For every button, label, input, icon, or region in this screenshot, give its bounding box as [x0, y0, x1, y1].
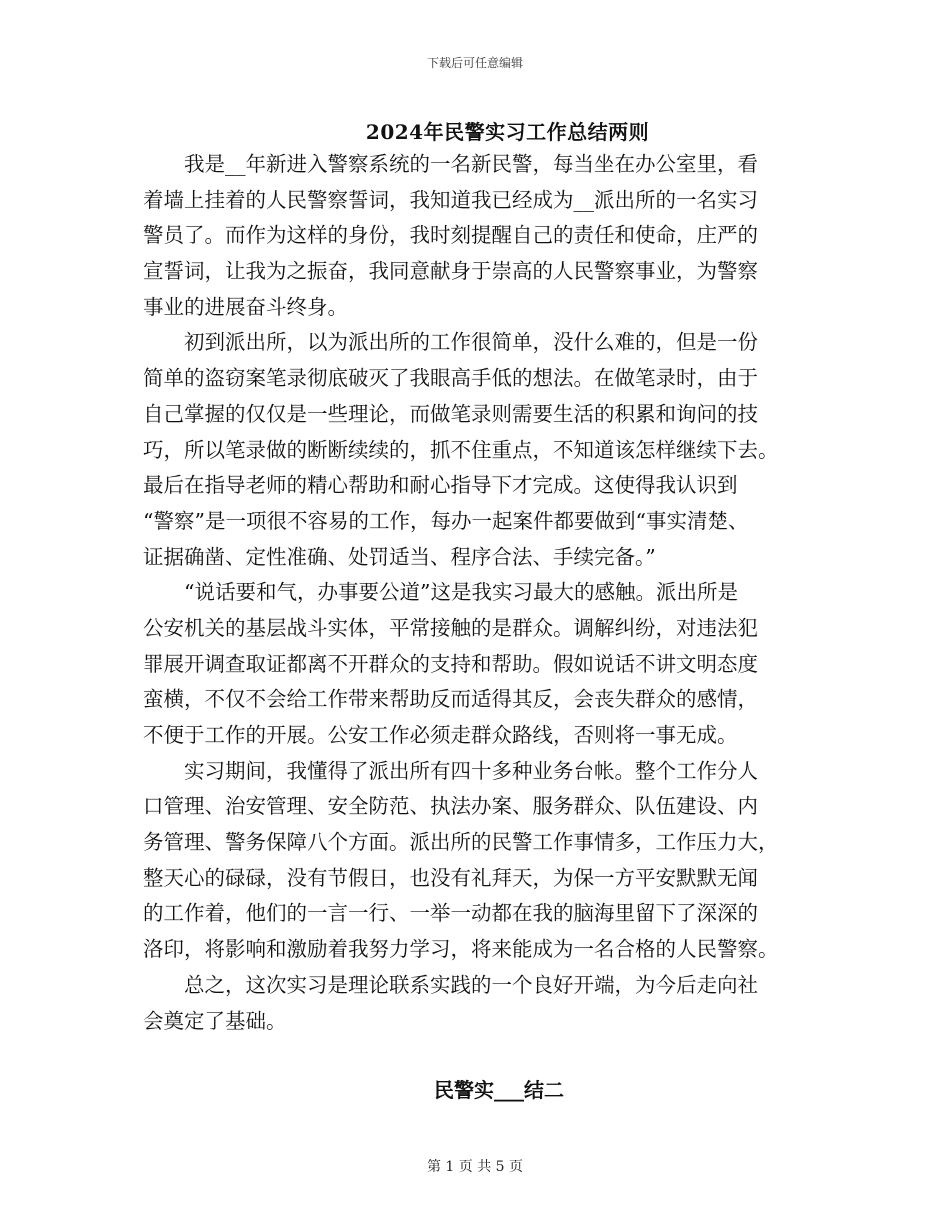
document-body: [143, 147, 813, 1039]
text-line: “警察”是一项很不容易的工作，每办一起案件都要做到“事实清楚、: [143, 508, 749, 533]
text-line: 巧，所以笔录做的断断续续的，抓不住重点，不知道该怎样继续下去。: [143, 437, 779, 462]
text-line: 简单的盗窃案笔录彻底破灭了我眼高手低的想法。在做笔录时，由于: [143, 366, 758, 391]
text-line: 公安机关的基层战斗实体，平常接触的是群众。调解纠纷，对违法犯: [143, 615, 758, 640]
text-line: 证据确凿、定性准确、处罚适当、程序合法、手续完备。”: [143, 544, 656, 569]
text-line: 警员了。而作为这样的身份，我时刻提醒自己的责任和使命，庄严的: [143, 223, 758, 248]
text-line: 总之，这次实习是理论联系实践的一个良好开端，为今后走向社: [184, 972, 758, 997]
page-header: 下载后可任意编辑: [426, 56, 523, 70]
text-line: 会奠定了基础。: [143, 1008, 287, 1033]
section-title: 民警实___结二: [434, 1078, 564, 1102]
text-line: 务管理、警务保障八个方面。派出所的民警工作事情多，工作压力大，: [143, 830, 779, 855]
text-line: 不便于工作的开展。公安工作必须走群众路线，否则将一事无成。: [143, 723, 738, 747]
text-line: 初到派出所，以为派出所的工作很简单，没什么难的，但是一份: [184, 330, 758, 355]
document-title: 2024年民警实习工作总结两则: [365, 120, 650, 144]
text-line: 事业的进展奋斗终身。: [143, 294, 348, 319]
text-line: 宣誓词，让我为之振奋，我同意献身于崇高的人民警察事业，为警察: [143, 259, 758, 284]
text-line: 整天心的碌碌，没有节假日，也没有礼拜天，为保一方平安默默无闻: [143, 865, 758, 890]
text-line: 蛮横，不仅不会给工作带来帮助反而适得其反，会丧失群众的感情，: [143, 687, 758, 712]
text-line: 自己掌握的仅仅是一些理论，而做笔录则需要生活的积累和询问的技: [143, 401, 758, 426]
text-line: 实习期间，我懂得了派出所有四十多种业务台帐。整个工作分人: [184, 758, 758, 783]
text-line: 我是__年新进入警察系统的一名新民警，每当坐在办公室里，看: [184, 152, 758, 176]
text-line: 口管理、治安管理、安全防范、执法办案、服务群众、队伍建设、内: [143, 794, 758, 819]
text-line: “说话要和气，办事要公道”这是我实习最大的感触。派出所是: [184, 580, 738, 605]
text-line: 罪展开调查取证都离不开群众的支持和帮助。假如说话不讲文明态度: [143, 651, 758, 676]
page-footer: 第 1 页 共 5 页: [426, 1159, 524, 1175]
text-line: 洛印，将影响和激励着我努力学习，将来能成为一名合格的人民警察。: [143, 937, 779, 962]
text-line: 最后在指导老师的精心帮助和耐心指导下才完成。这使得我认识到: [143, 473, 738, 498]
text-line: 着墙上挂着的人民警察誓词，我知道我已经成为__派出所的一名实习: [143, 187, 758, 212]
text-line: 的工作着，他们的一言一行、一举一动都在我的脑海里留下了深深的: [143, 901, 758, 926]
